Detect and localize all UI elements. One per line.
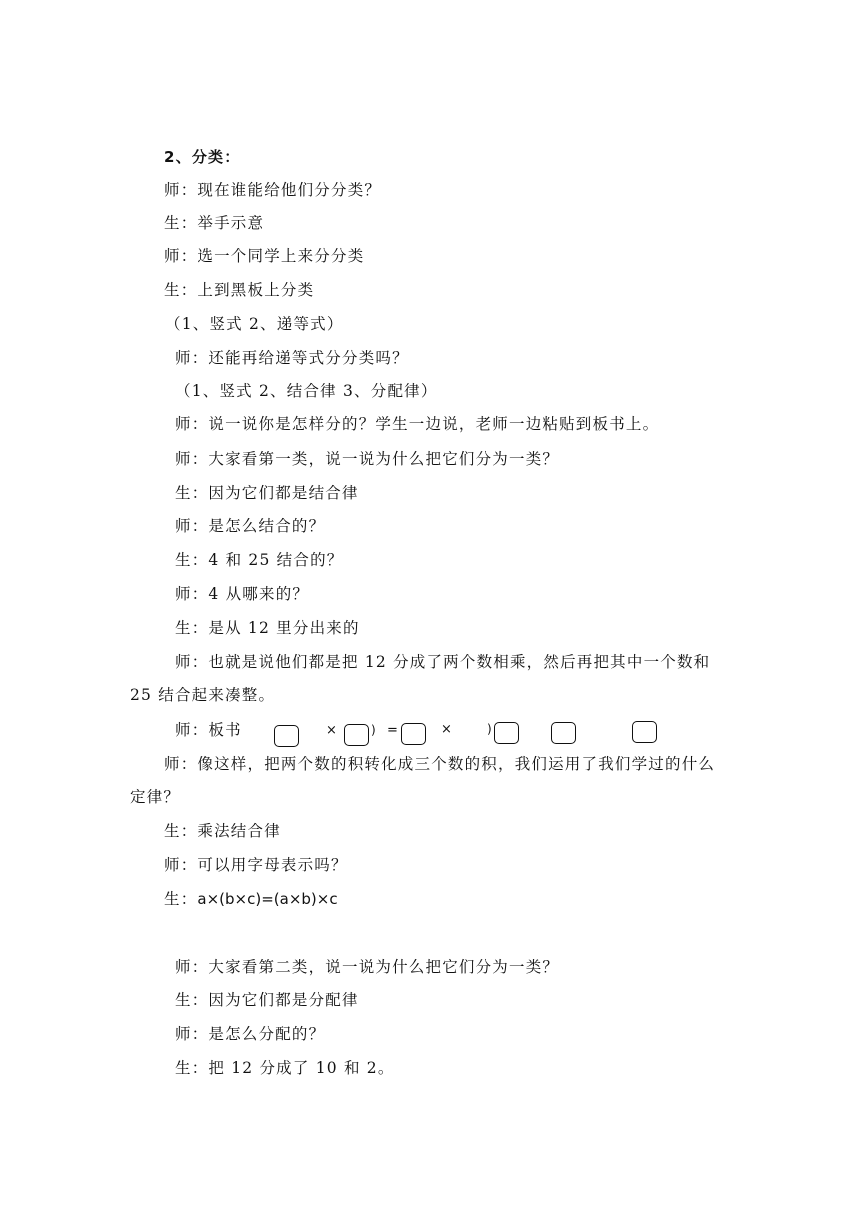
formula-text: a×(b×c)=(a×b)×c <box>197 890 338 908</box>
blank-box <box>494 722 519 744</box>
dialogue-line: 师：是怎么分配的？ <box>175 1025 326 1043</box>
times-symbol: × <box>441 722 452 737</box>
dialogue-line: 生：上到黑板上分类 <box>164 281 315 299</box>
dialogue-line: 25 结合起来凑整。 <box>130 686 276 704</box>
paren-symbol: ) <box>487 722 492 736</box>
dialogue-line: 生：4 和 25 结合的？ <box>175 551 344 569</box>
dialogue-line: 师：像这样，把两个数的积转化成三个数的积，我们运用了我们学过的什么 <box>164 755 716 773</box>
dialogue-line: 生：乘法结合律 <box>164 822 281 840</box>
paren-symbol: ) <box>371 723 376 737</box>
dialogue-line: 定律？ <box>130 788 181 806</box>
dialogue-line: 生：举手示意 <box>164 214 265 232</box>
blank-box <box>401 723 426 745</box>
formula-prefix: 生： <box>164 890 198 908</box>
dialogue-line: 生：把 12 分成了 10 和 2。 <box>175 1059 395 1077</box>
dialogue-line: 师：大家看第一类，说一说为什么把它们分为一类？ <box>175 450 560 468</box>
blank-box <box>551 722 576 744</box>
dialogue-line: 师：大家看第二类，说一说为什么把它们分为一类？ <box>175 958 560 976</box>
dialogue-line: （1、竖式 2、结合律 3、分配律） <box>175 382 438 400</box>
dialogue-line: 师：4 从哪来的？ <box>175 585 310 603</box>
dialogue-line: 师：说一说你是怎样分的？学生一边说，老师一边粘贴到板书上。 <box>175 415 660 433</box>
dialogue-line: 生：因为它们都是结合律 <box>175 484 359 502</box>
dialogue-line: 师：也就是说他们都是把 12 分成了两个数相乘，然后再把其中一个数和 <box>175 653 711 671</box>
dialogue-line: 生：是从 12 里分出来的 <box>175 619 360 637</box>
board-label: 师：板书 <box>175 721 242 739</box>
dialogue-line: 师：是怎么结合的？ <box>175 517 326 535</box>
blank-box <box>274 725 299 747</box>
dialogue-line: 生：因为它们都是分配律 <box>175 991 359 1009</box>
blank-box <box>344 724 369 746</box>
equals-symbol: = <box>387 723 398 738</box>
dialogue-line: （1、竖式 2、递等式） <box>165 315 344 333</box>
formula-line <box>164 889 338 909</box>
dialogue-line: 师：可以用字母表示吗？ <box>164 856 348 874</box>
dialogue-line: 师：还能再给递等式分分类吗？ <box>175 349 409 367</box>
times-symbol: × <box>326 723 337 738</box>
dialogue-line: 师：选一个同学上来分分类 <box>164 247 365 265</box>
dialogue-line: 师：现在谁能给他们分分类？ <box>164 181 382 199</box>
section-heading: 2、分类： <box>164 148 241 166</box>
blank-box <box>632 721 657 743</box>
